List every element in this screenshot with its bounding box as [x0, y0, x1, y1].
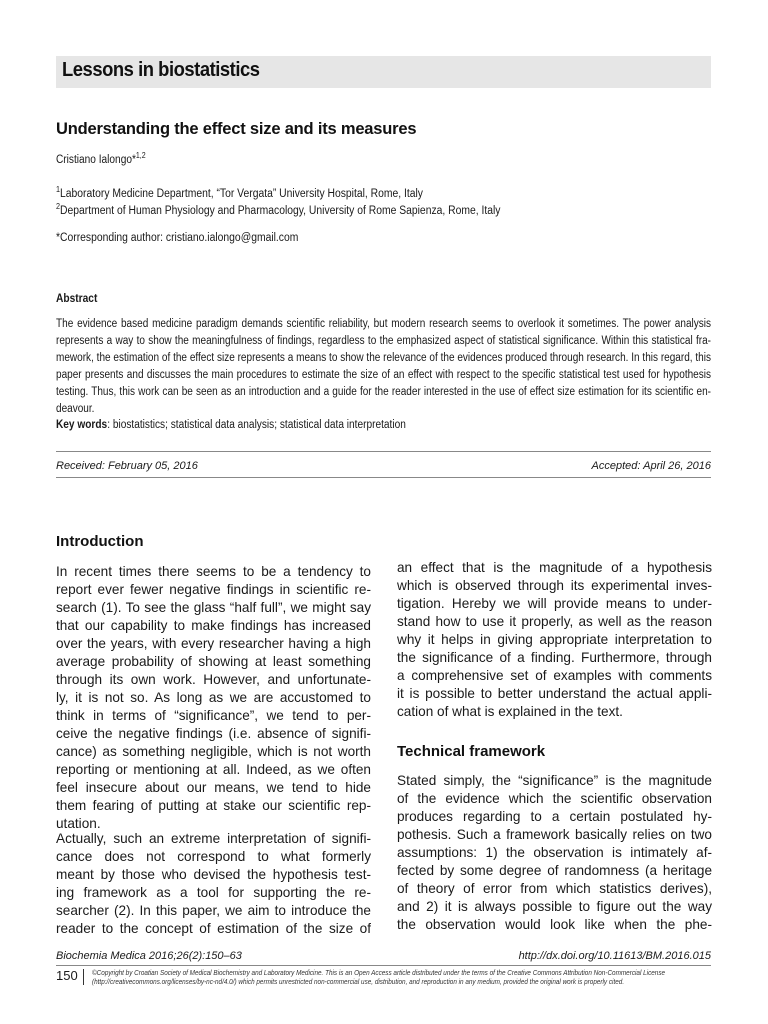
body-line: average probability of showing at least something — [56, 654, 371, 669]
introduction-heading: Introduction — [56, 533, 144, 550]
technical-framework-column — [397, 772, 712, 934]
page-number: 150 — [56, 968, 78, 983]
abstract-line: paper presents and discusses the main procedures to estimate the size of an effect with respect to the specific statistical test used for hypothesis — [56, 368, 711, 381]
body-line: which is observed through its experimental inves- — [397, 578, 712, 593]
keywords-text: : biostatistics; statistical data analysis; statistical data interpretation — [107, 419, 406, 431]
body-line: report ever fewer negative findings in scientific re- — [56, 582, 371, 597]
technical-framework-heading: Technical framework — [397, 743, 546, 760]
doi-link[interactable]: http://dx.doi.org/10.11613/BM.2016.015 — [518, 950, 711, 962]
body-line: stand how to use it properly, as well as the reason — [397, 614, 712, 629]
body-line: the observation would look like when the phe- — [397, 917, 712, 932]
keywords-label: Key words — [56, 419, 108, 431]
body-line: pothesis. Such a framework basically relies on two — [397, 827, 712, 842]
body-line: ing framework as a tool for supporting the re- — [56, 885, 371, 900]
body-line: ceive the negative findings (i.e. absence of signifi- — [56, 726, 371, 741]
body-line: Actually, such an extreme interpretation of signifi- — [56, 831, 371, 846]
body-line: reporting or mentioning at all. Indeed, as we often — [56, 762, 371, 777]
right-column — [397, 559, 712, 721]
abstract-body — [56, 316, 711, 417]
affiliation-2: $^2$Department of Human Physiology and Pharmacology, University of Rome Sapienza, Rome, Italy — [56, 202, 501, 217]
left-column-paragraph-2 — [56, 830, 371, 938]
series-header-bar — [56, 56, 711, 88]
body-line: over the years, with every researcher having a high — [56, 636, 371, 651]
body-line: think in terms of “significance”, we tend to per- — [56, 708, 371, 723]
rule-bottom — [56, 477, 711, 478]
body-line: of theory of error from which statistics derives), — [397, 881, 712, 896]
article-title: Understanding the effect size and its measures — [56, 120, 417, 138]
body-line: reader to the concept of estimation of the size of — [56, 921, 371, 936]
body-line: feel insecure about our means, we tend to hide — [56, 780, 371, 795]
body-line: cance does not correspond to what formerly — [56, 849, 371, 864]
author-affiliation-marks: 1,2 — [135, 151, 146, 160]
page-number-separator — [83, 969, 84, 985]
body-line: that our capability to make findings has increased — [56, 618, 371, 633]
received-date: Received: February 05, 2016 — [56, 460, 198, 472]
body-line: search (1). To see the glass “half full”, we might say — [56, 600, 371, 615]
body-line: why it helps in giving appropriate interpretation to — [397, 632, 712, 647]
body-line: of the evidence which the scientific observation — [397, 791, 712, 806]
body-line: through its own work. However, and unfortunate- — [56, 672, 371, 687]
abstract-line: deavour. — [56, 402, 95, 415]
body-line: utation. — [56, 816, 101, 831]
body-line: In recent times there seems to be a tendency to — [56, 564, 371, 579]
copyright-notice — [92, 968, 712, 986]
left-column — [56, 563, 371, 833]
body-line: cation of what is explained in the text. — [397, 704, 623, 719]
body-line: fected by some degree of randomness (a heritage — [397, 863, 712, 878]
accepted-date: Accepted: April 26, 2016 — [591, 460, 711, 472]
copyright-line: ©Copyright by Croatian Society of Medical Biochemistry and Laboratory Medicine. This is an Open Access article distributed under the terms of the Creative Commons Attribution Non-Commercial License — [92, 968, 666, 977]
body-line: the significance of a finding. Furthermore, through — [397, 650, 712, 665]
corresponding-author: *Corresponding author: cristiano.ialongo@gmail.com — [56, 232, 299, 244]
journal-citation: Biochemia Medica 2016;26(2):150–63 — [56, 950, 242, 962]
body-line: and 2) it is always possible to figure out the way — [397, 899, 712, 914]
author-name: Cristiano Ialongo* — [56, 153, 136, 166]
body-line: them fearing of putting at stake our scientific rep- — [56, 798, 371, 813]
abstract-line: mework, the estimation of the effect size represents a means to show the relevance of the evidences produced through research. In this regard, this — [56, 351, 711, 364]
copyright-line: (http://creativecommons.org/licenses/by-nc-nd/4.0/) which permits unrestricted non-commercial use, distribution, and reproduction in any medium, provided the original work is properly cited. — [92, 977, 625, 986]
body-line: ly, it is not so. As long as we are accustomed to — [56, 690, 371, 705]
body-line: Stated simply, the “significance” is the magnitude — [397, 773, 712, 788]
abstract-heading: Abstract — [56, 291, 98, 305]
keywords — [56, 419, 406, 431]
body-line: searcher (2). In this paper, we aim to introduce the — [56, 903, 371, 918]
body-line: it is possible to better understand the actual appli- — [397, 686, 712, 701]
body-line: cance) as something negligible, which is not worth — [56, 744, 371, 759]
footer-rule — [56, 965, 711, 966]
body-line: a comprehensive set of examples with comments — [397, 668, 712, 683]
body-line: an effect that is the magnitude of a hypothesis — [397, 560, 712, 575]
abstract-line: represents a way to show the meaningfulness of findings, regardless to the emphasized aspect of statistical significance. Within this statistical fra- — [56, 334, 711, 347]
abstract-line: The evidence based medicine paradigm demands scientific reliability, but modern research seems to overlook it sometimes. The power analysis — [56, 318, 711, 330]
body-line: meant by those who devised the hypothesis test- — [56, 867, 371, 882]
author-line — [56, 151, 146, 166]
body-line: assumptions: 1) the observation is intimately af- — [397, 845, 712, 860]
series-title: Lessons in biostatistics — [62, 59, 260, 81]
body-line: produces regarding to a certain postulated hy- — [397, 809, 712, 824]
rule-top — [56, 451, 711, 452]
affiliation-1: $^1$Laboratory Medicine Department, “Tor Vergata” University Hospital, Rome, Italy — [56, 185, 423, 200]
abstract-line: testing. Thus, this work can be seen as an introduction and a guide for the reader interested in the use of effect size estimation for its scientific en- — [56, 385, 711, 398]
body-line: tigation. Hereby we will provide means to under- — [397, 596, 712, 611]
